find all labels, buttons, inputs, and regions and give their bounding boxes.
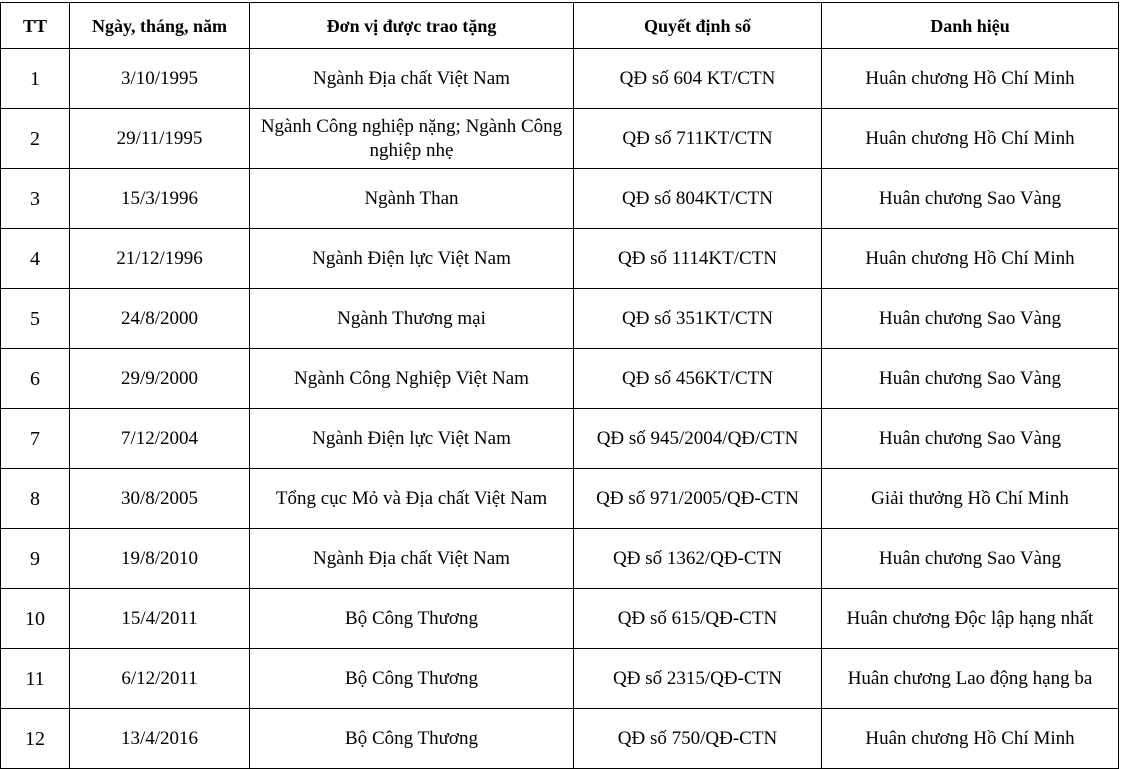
row-decision: QĐ số 456KT/CTN	[574, 349, 822, 409]
table-row	[1, 349, 1119, 409]
row-number: 5	[1, 289, 70, 349]
row-unit: Bộ Công Thương	[250, 649, 574, 709]
row-date: 19/8/2010	[70, 529, 250, 589]
row-unit: Bộ Công Thương	[250, 709, 574, 769]
row-date: 6/12/2011	[70, 649, 250, 709]
row-award: Huân chương Lao động hạng ba	[822, 649, 1119, 709]
table-row	[1, 109, 1119, 169]
row-date: 30/8/2005	[70, 469, 250, 529]
row-award: Huân chương Sao Vàng	[822, 289, 1119, 349]
row-number: 8	[1, 469, 70, 529]
row-date: 15/4/2011	[70, 589, 250, 649]
row-award: Huân chương Sao Vàng	[822, 409, 1119, 469]
row-award: Huân chương Hồ Chí Minh	[822, 709, 1119, 769]
row-date: 24/8/2000	[70, 289, 250, 349]
row-unit: Ngành Địa chất Việt Nam	[250, 49, 574, 109]
row-unit: Tổng cục Mỏ và Địa chất Việt Nam	[250, 469, 574, 529]
awards-table	[0, 2, 1119, 769]
table-row	[1, 469, 1119, 529]
row-unit: Ngành Địa chất Việt Nam	[250, 529, 574, 589]
row-number: 10	[1, 589, 70, 649]
header-title: Danh hiệu	[822, 3, 1119, 49]
table-row	[1, 589, 1119, 649]
row-decision: QĐ số 711KT/CTN	[574, 109, 822, 169]
row-award: Huân chương Sao Vàng	[822, 169, 1119, 229]
row-number: 7	[1, 409, 70, 469]
row-award: Huân chương Hồ Chí Minh	[822, 229, 1119, 289]
row-date: 7/12/2004	[70, 409, 250, 469]
row-award: Huân chương Sao Vàng	[822, 349, 1119, 409]
header-tt: TT	[1, 3, 70, 49]
row-award: Huân chương Độc lập hạng nhất	[822, 589, 1119, 649]
row-decision: QĐ số 615/QĐ-CTN	[574, 589, 822, 649]
row-date: 29/9/2000	[70, 349, 250, 409]
row-decision: QĐ số 1362/QĐ-CTN	[574, 529, 822, 589]
row-decision: QĐ số 971/2005/QĐ-CTN	[574, 469, 822, 529]
table-row	[1, 409, 1119, 469]
row-award: Giải thưởng Hồ Chí Minh	[822, 469, 1119, 529]
row-decision: QĐ số 945/2004/QĐ/CTN	[574, 409, 822, 469]
table-row	[1, 289, 1119, 349]
row-decision: QĐ số 804KT/CTN	[574, 169, 822, 229]
row-award: Huân chương Hồ Chí Minh	[822, 109, 1119, 169]
row-number: 4	[1, 229, 70, 289]
row-number: 1	[1, 49, 70, 109]
row-date: 15/3/1996	[70, 169, 250, 229]
table-row	[1, 529, 1119, 589]
header-decision: Quyết định số	[574, 3, 822, 49]
row-unit: Ngành Thương mại	[250, 289, 574, 349]
row-award: Huân chương Sao Vàng	[822, 529, 1119, 589]
row-number: 2	[1, 109, 70, 169]
table-row	[1, 709, 1119, 769]
row-unit: Bộ Công Thương	[250, 589, 574, 649]
header-date: Ngày, tháng, năm	[70, 3, 250, 49]
row-number: 12	[1, 709, 70, 769]
table-row	[1, 649, 1119, 709]
row-unit: Ngành Công nghiệp nặng; Ngành Công nghiệp nhẹ	[250, 109, 574, 169]
row-number: 6	[1, 349, 70, 409]
row-award: Huân chương Hồ Chí Minh	[822, 49, 1119, 109]
row-unit: Ngành Điện lực Việt Nam	[250, 409, 574, 469]
row-date: 3/10/1995	[70, 49, 250, 109]
row-decision: QĐ số 604 KT/CTN	[574, 49, 822, 109]
table-row	[1, 229, 1119, 289]
row-decision: QĐ số 2315/QĐ-CTN	[574, 649, 822, 709]
table-row	[1, 169, 1119, 229]
row-date: 29/11/1995	[70, 109, 250, 169]
header-unit: Đơn vị được trao tặng	[250, 3, 574, 49]
row-unit: Ngành Công Nghiệp Việt Nam	[250, 349, 574, 409]
row-decision: QĐ số 750/QĐ-CTN	[574, 709, 822, 769]
table-row	[1, 49, 1119, 109]
row-number: 11	[1, 649, 70, 709]
row-unit: Ngành Than	[250, 169, 574, 229]
row-number: 9	[1, 529, 70, 589]
row-decision: QĐ số 1114KT/CTN	[574, 229, 822, 289]
row-number: 3	[1, 169, 70, 229]
row-unit: Ngành Điện lực Việt Nam	[250, 229, 574, 289]
table-header-row	[1, 3, 1119, 49]
row-date: 21/12/1996	[70, 229, 250, 289]
row-date: 13/4/2016	[70, 709, 250, 769]
row-decision: QĐ số 351KT/CTN	[574, 289, 822, 349]
